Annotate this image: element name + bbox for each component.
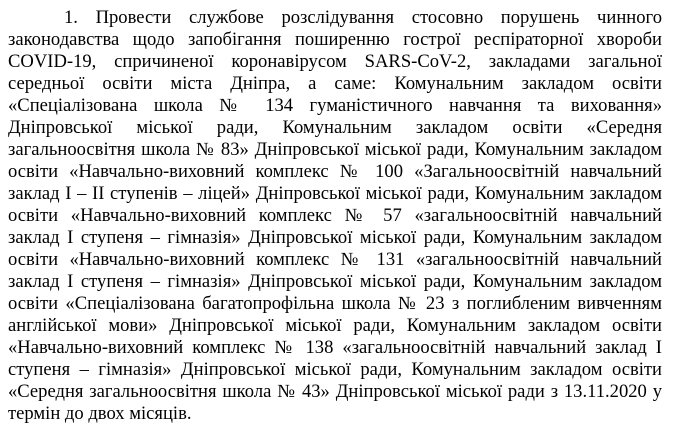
paragraph-line-5: «Спеціалізована школа № 134 гуманістичного навчання та виховання» [8,95,662,116]
paragraph-line-11: заклад I ступеня – гімназія» Дніпровської міської ради, Комунальним закладом [8,227,662,248]
paragraph-line-15: англійської мови» Дніпровської міської ради, Комунальним закладом освіти [8,315,662,336]
paragraph-line-6: Дніпровської міської ради, Комунальним закладом освіти «Середня [8,117,662,138]
paragraph-line-17: ступеня – гімназія» Дніпровської міської ради, Комунальним закладом освіти [8,359,662,380]
paragraph-line-18: «Середня загальноосвітня школа № 43» Дніпровської міської ради з 13.11.2020 у [8,381,662,402]
document-page [8,6,672,424]
paragraph-line-19: термін до двох місяців. [8,403,192,424]
paragraph-line-14: освіти «Спеціалізована багатопрофільна школа № 23 з поглибленим вивченням [8,293,662,314]
paragraph-line-16: «Навчально-виховний комплекс № 138 «загальноосвітній навчальний заклад I [8,337,662,358]
paragraph-line-2: законодавства щодо запобігання поширенню гострої респіраторної хвороби [8,29,662,50]
paragraph-line-4: середньої освіти міста Дніпра, а саме: Комунальним закладом освіти [8,73,662,94]
paragraph-line-13: заклад I ступеня – гімназія» Дніпровської міської ради, Комунальним закладом [8,271,662,292]
paragraph-line-7: загальноосвітня школа № 83» Дніпровської міської ради, Комунальним закладом [8,139,662,160]
paragraph-line-9: заклад I – II ступенів – ліцей» Дніпровської міської ради, Комунальним закладом [8,183,662,204]
paragraph-line-10: освіти «Навчально-виховний комплекс № 57 «загальноосвітній навчальний [8,205,662,226]
paragraph-line-1: 1. Провести службове розслідування стосовно порушень чинного [64,7,662,28]
paragraph-line-3: COVID-19, спричиненої коронавірусом SARS-CoV-2, закладами загальної [8,51,662,72]
paragraph-line-12: освіти «Навчально-виховний комплекс № 131 «загальноосвітній навчальний [8,249,662,270]
paragraph-line-8: освіти «Навчально-виховний комплекс № 100 «Загальноосвітній навчальний [8,161,662,182]
